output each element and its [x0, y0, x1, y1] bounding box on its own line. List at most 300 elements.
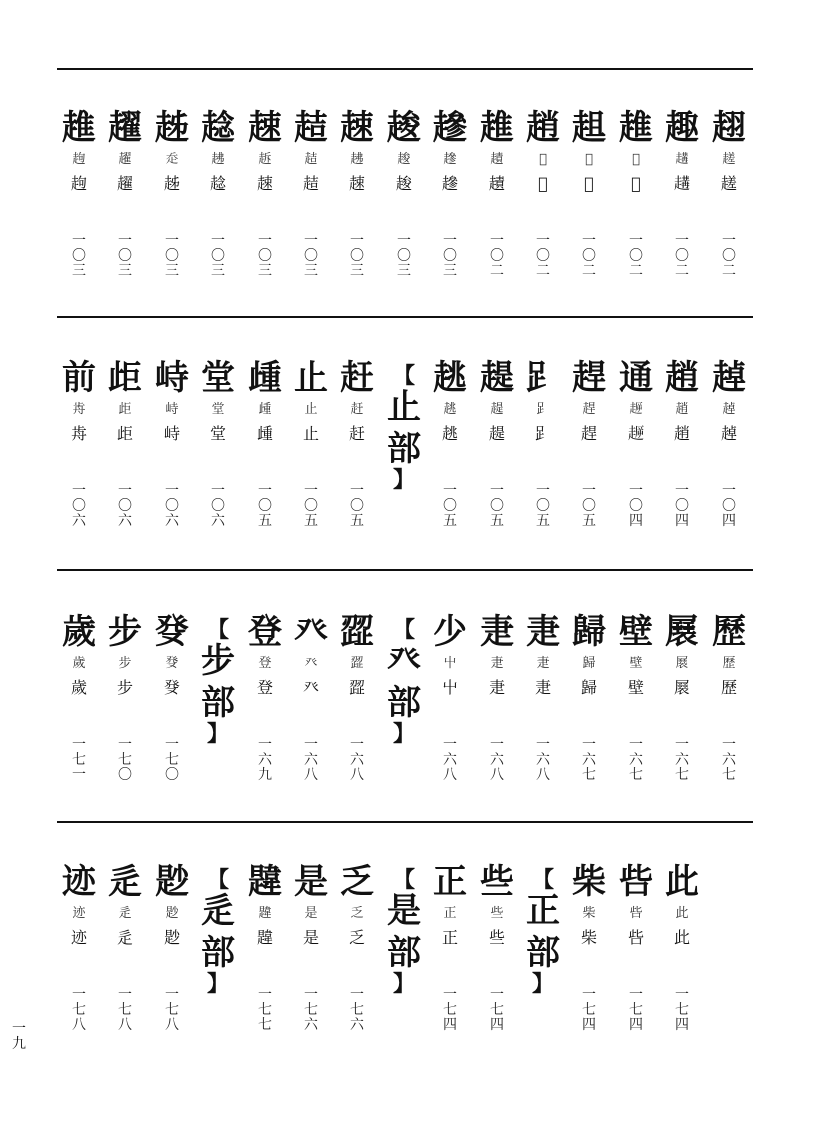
regular-script-form: 柴 — [580, 928, 597, 947]
head-character: 趧 — [480, 358, 514, 398]
seal-script-form: 正 — [443, 906, 457, 921]
radical-label: 部 — [387, 683, 421, 723]
seal-script-form: 趧 — [490, 402, 504, 417]
radical-label: 部 — [201, 683, 235, 723]
seal-script-form: 䞞 — [350, 152, 364, 167]
entry-column — [289, 108, 333, 338]
page-reference: 一 〇 二 — [490, 233, 504, 279]
radical-label: 部 — [201, 933, 235, 973]
bracket-open: 【 — [531, 867, 554, 893]
head-character: 尟 — [155, 862, 189, 902]
entry-column — [289, 358, 333, 588]
seal-script-form: 迹 — [72, 906, 86, 921]
page-reference: 一 〇 三 — [211, 233, 225, 279]
seal-script-form: 屮 — [443, 656, 457, 671]
head-character: 趚 — [248, 108, 282, 148]
bracket-open: 【 — [392, 617, 415, 643]
bracket-close: 】 — [531, 971, 554, 997]
regular-script-form: 趀 — [163, 174, 180, 193]
page-reference: 一 六 七 — [582, 737, 596, 783]
seal-script-form: 乏 — [350, 906, 364, 921]
page-reference: 一 〇 二 — [629, 233, 643, 279]
entry-column — [614, 108, 658, 338]
regular-script-form: 壁 — [627, 678, 644, 697]
head-character: 辵 — [108, 862, 142, 902]
entry-column — [428, 108, 472, 338]
bracket-close: 】 — [392, 721, 415, 747]
head-character: 趣 — [665, 108, 699, 148]
page-reference: 一 七 八 — [118, 987, 132, 1033]
page-reference: 一 六 八 — [443, 737, 457, 783]
head-character: 癹 — [155, 612, 189, 652]
bracket-open: 【 — [206, 617, 229, 643]
head-character: 趚 — [340, 108, 374, 148]
head-character: 正 — [433, 862, 467, 902]
entry-column — [150, 862, 194, 1092]
head-character: 趒 — [433, 358, 467, 398]
regular-script-form: 𧻦 — [538, 174, 548, 193]
radical-char: 是 — [387, 891, 421, 931]
page-reference: 一 六 七 — [722, 737, 736, 783]
seal-script-form: 赶 — [350, 402, 364, 417]
seal-script-form: 䟃 — [443, 152, 457, 167]
head-character: 趡 — [480, 108, 514, 148]
regular-script-form: 趌 — [302, 174, 319, 193]
entry-column — [335, 862, 379, 1092]
entry-column — [707, 612, 751, 842]
entry-column — [660, 862, 704, 1092]
page-reference: 一 七 四 — [582, 987, 596, 1033]
head-character: 通 — [619, 358, 653, 398]
page-reference: 一 〇 六 — [211, 483, 225, 529]
seal-script-form: 韙 — [258, 906, 272, 921]
page-reference: 一 〇 三 — [397, 233, 411, 279]
entry-column — [243, 862, 287, 1092]
page-reference: 一 〇 五 — [490, 483, 504, 529]
page-reference: 一 七 四 — [629, 987, 643, 1033]
head-character: 壁 — [619, 612, 653, 652]
page-reference: 一 〇 三 — [72, 233, 86, 279]
seal-script-form: 㞡 — [675, 656, 689, 671]
head-character: 䞭 — [387, 108, 421, 148]
regular-script-form: 癹 — [163, 678, 180, 697]
head-character: 些 — [480, 862, 514, 902]
page-reference: 一 〇 四 — [629, 483, 643, 529]
page-reference: 一 〇 五 — [582, 483, 596, 529]
regular-script-form: 些 — [488, 928, 505, 947]
regular-script-form: 迹 — [70, 928, 87, 947]
page-reference: 一 〇 六 — [72, 483, 86, 529]
page-reference: 一 七 四 — [490, 987, 504, 1033]
head-character: 登 — [248, 612, 282, 652]
entry-column — [475, 612, 519, 842]
regular-script-form: 呰 — [627, 928, 644, 947]
entry-column — [567, 358, 611, 588]
seal-script-form: 此 — [675, 906, 689, 921]
regular-script-form: 趙 — [673, 424, 690, 443]
entry-column — [103, 612, 147, 842]
band-2 — [57, 358, 753, 588]
head-character: 迹 — [62, 862, 96, 902]
head-character: 歸 — [572, 612, 606, 652]
head-character: 堂 — [201, 358, 235, 398]
entry-column — [614, 358, 658, 588]
seal-script-form: 䞭 — [397, 152, 411, 167]
regular-script-form: 趧 — [488, 424, 505, 443]
head-character: 韙 — [248, 862, 282, 902]
regular-script-form: 趝 — [209, 174, 226, 193]
regular-script-form: 尟 — [163, 928, 180, 947]
head-character: 少 — [433, 612, 467, 652]
seal-script-form: 疌 — [536, 656, 550, 671]
regular-script-form: 登 — [256, 678, 273, 697]
regular-script-form: 䟃 — [441, 174, 458, 193]
page-reference: 一 六 七 — [629, 737, 643, 783]
band-4 — [57, 862, 753, 1092]
entry-column — [567, 108, 611, 338]
seal-script-form: 步 — [118, 656, 132, 671]
band-3 — [57, 612, 753, 842]
radical-header — [382, 867, 426, 997]
regular-script-form: 趚 — [256, 174, 273, 193]
entry-column — [521, 108, 565, 338]
regular-script-form: 趚 — [348, 174, 365, 193]
regular-script-form: 屮 — [441, 678, 458, 697]
head-character: 趌 — [294, 108, 328, 148]
regular-script-form: 趠 — [720, 424, 737, 443]
page-reference: 一 〇 三 — [118, 233, 132, 279]
seal-script-form: 壁 — [629, 656, 643, 671]
seal-script-form: 癶 — [304, 656, 318, 671]
entry-column — [475, 862, 519, 1092]
head-character: 歫 — [108, 358, 142, 398]
page-reference: 一 〇 二 — [675, 233, 689, 279]
seal-script-form: 疌 — [490, 656, 504, 671]
entry-column — [428, 612, 472, 842]
regular-script-form: 𧺈 — [584, 174, 594, 193]
page-reference: 一 〇 四 — [675, 483, 689, 529]
seal-script-form: 歰 — [350, 656, 364, 671]
seal-script-form: 䟀 — [722, 152, 736, 167]
band-1 — [57, 108, 753, 338]
seal-script-form: 呰 — [629, 906, 643, 921]
head-character: 赶 — [340, 358, 374, 398]
seal-script-form: 䞤 — [72, 152, 86, 167]
seal-script-form: 趕 — [582, 402, 596, 417]
entry-column — [614, 612, 658, 842]
head-character: 止 — [294, 358, 328, 398]
head-character: 歱 — [248, 358, 282, 398]
radical-char: 癶 — [387, 641, 421, 681]
entry-column — [103, 108, 147, 338]
entry-column — [57, 108, 101, 338]
seal-script-form: 堂 — [211, 402, 225, 417]
entry-column — [428, 862, 472, 1092]
head-character: 歷 — [712, 612, 746, 652]
head-character: 峙 — [155, 358, 189, 398]
regular-script-form: 疌 — [534, 678, 551, 697]
entry-column — [196, 358, 240, 588]
entry-column — [150, 612, 194, 842]
seal-script-form: 是 — [304, 906, 318, 921]
entry-column — [707, 358, 751, 588]
regular-script-form: 歫 — [116, 424, 133, 443]
head-character: 䟃 — [433, 108, 467, 148]
regular-script-form: 正 — [441, 928, 458, 947]
seal-script-form: 辵 — [118, 906, 132, 921]
entry-column — [567, 862, 611, 1092]
radical-header — [196, 617, 240, 747]
page-reference: 一 〇 三 — [258, 233, 272, 279]
radical-header — [382, 617, 426, 747]
regular-script-form: 乏 — [348, 928, 365, 947]
page-reference: 一 六 八 — [490, 737, 504, 783]
regular-script-form: 歷 — [720, 678, 737, 697]
regular-script-form: 趯 — [116, 174, 133, 193]
seal-script-form: 𧻌 — [632, 152, 640, 167]
radical-label: 部 — [387, 933, 421, 973]
radical-header — [521, 867, 565, 997]
bracket-open: 【 — [392, 867, 415, 893]
bracket-close: 】 — [392, 467, 415, 493]
page-reference: 一 〇 五 — [258, 483, 272, 529]
entry-column — [243, 358, 287, 588]
seal-script-form: 趌 — [304, 152, 318, 167]
seal-script-form: 止 — [304, 402, 318, 417]
entry-column — [243, 108, 287, 338]
entry-column — [103, 862, 147, 1092]
seal-script-form: 峙 — [165, 402, 179, 417]
regular-script-form: 止 — [302, 424, 319, 443]
regular-script-form: 疌 — [488, 678, 505, 697]
head-character: 疌 — [480, 612, 514, 652]
regular-script-form: 歬 — [70, 424, 87, 443]
radical-header — [196, 867, 240, 997]
page-reference: 一 〇 六 — [118, 483, 132, 529]
regular-script-form: 䟀 — [720, 174, 737, 193]
page-reference: 一 〇 六 — [165, 483, 179, 529]
page-reference: 一 〇 五 — [350, 483, 364, 529]
page-reference: 一 〇 三 — [165, 233, 179, 279]
page-reference: 一 〇 五 — [536, 483, 550, 529]
seal-script-form: 𧺆 — [165, 152, 179, 167]
seal-script-form: 趠 — [722, 402, 736, 417]
page-reference: 一 七 〇 — [165, 737, 179, 783]
head-character: 是 — [294, 862, 328, 902]
page-reference: 一 六 九 — [258, 737, 272, 783]
seal-script-form: 癹 — [165, 656, 179, 671]
head-character: 柴 — [572, 862, 606, 902]
entry-column — [567, 612, 611, 842]
radical-label: 部 — [526, 933, 560, 973]
regular-script-form: 是 — [302, 928, 319, 947]
seal-script-form: 𧺈 — [585, 152, 593, 167]
radical-char: 步 — [201, 641, 235, 681]
page-reference: 一 七 六 — [350, 987, 364, 1033]
seal-script-form: 䟄 — [490, 152, 504, 167]
regular-script-form: 辵 — [116, 928, 133, 947]
entry-column — [335, 108, 379, 338]
entry-column — [660, 108, 704, 338]
regular-script-form: 𧾷 — [534, 424, 551, 443]
head-character: 趡 — [619, 108, 653, 148]
regular-script-form: 䞤 — [70, 174, 87, 193]
entry-column — [428, 358, 472, 588]
page-reference: 一 七 七 — [258, 987, 272, 1033]
entry-column — [707, 108, 751, 338]
head-character: 㞡 — [665, 612, 699, 652]
entry-column — [475, 358, 519, 588]
seal-script-form: 歲 — [72, 656, 86, 671]
seal-script-form: 歱 — [258, 402, 272, 417]
page-reference: 一 六 八 — [350, 737, 364, 783]
entry-column — [521, 612, 565, 842]
page-reference: 一 〇 五 — [443, 483, 457, 529]
radical-char: 正 — [526, 891, 560, 931]
bracket-open: 【 — [206, 867, 229, 893]
regular-script-form: 歱 — [256, 424, 273, 443]
head-character: 趡 — [62, 108, 96, 148]
page-reference: 一 〇 三 — [350, 233, 364, 279]
head-character: 歰 — [340, 612, 374, 652]
regular-script-form: 䟄 — [488, 174, 505, 193]
page-reference: 一 〇 三 — [304, 233, 318, 279]
head-character: 趐 — [712, 108, 746, 148]
head-character: 前 — [62, 358, 96, 398]
regular-script-form: 趕 — [580, 424, 597, 443]
bracket-open: 【 — [392, 363, 415, 389]
page-reference: 一 六 八 — [536, 737, 550, 783]
regular-script-form: 堂 — [209, 424, 226, 443]
head-character: 歲 — [62, 612, 96, 652]
page-reference: 一 〇 五 — [304, 483, 318, 529]
head-character: 趙 — [526, 108, 560, 148]
page-reference: 一 〇 三 — [443, 233, 457, 279]
seal-script-form: 歬 — [72, 402, 86, 417]
head-character: 乏 — [340, 862, 374, 902]
seal-script-form: 𧾷 — [536, 402, 550, 417]
head-character: 趕 — [572, 358, 606, 398]
entry-column — [614, 862, 658, 1092]
regular-script-form: 歲 — [70, 678, 87, 697]
regular-script-form: 𧼞 — [627, 424, 644, 443]
entry-column — [196, 108, 240, 338]
radical-label: 部 — [387, 429, 421, 469]
head-character: 趄 — [572, 108, 606, 148]
radical-header — [382, 363, 426, 493]
entry-column — [150, 358, 194, 588]
radical-char: 辵 — [201, 891, 235, 931]
entry-column — [660, 358, 704, 588]
seal-script-form: 柴 — [582, 906, 596, 921]
page-reference: 一 六 八 — [304, 737, 318, 783]
entry-column — [289, 862, 333, 1092]
regular-script-form: 赶 — [348, 424, 365, 443]
page-reference: 一 六 七 — [675, 737, 689, 783]
seal-script-form: 趯 — [118, 152, 132, 167]
regular-script-form: 㞡 — [673, 678, 690, 697]
page-reference: 一 〇 二 — [582, 233, 596, 279]
entry-column — [335, 358, 379, 588]
head-character: 癶 — [294, 612, 328, 652]
page-reference: 一 〇 二 — [536, 233, 550, 279]
page-reference: 一 七 八 — [165, 987, 179, 1033]
page-reference: 一 七 四 — [675, 987, 689, 1033]
entry-column — [57, 612, 101, 842]
regular-script-form: 趒 — [441, 424, 458, 443]
page-reference: 一 七 四 — [443, 987, 457, 1033]
seal-script-form: 尟 — [165, 906, 179, 921]
regular-script-form: 歸 — [580, 678, 597, 697]
seal-script-form: 歷 — [722, 656, 736, 671]
page-number: 一 九 — [12, 1021, 26, 1052]
head-character: 步 — [108, 612, 142, 652]
entry-column — [103, 358, 147, 588]
head-character: 趠 — [712, 358, 746, 398]
bracket-close: 】 — [392, 971, 415, 997]
seal-script-form: 趙 — [675, 402, 689, 417]
regular-script-form: 𧽝 — [673, 174, 690, 193]
seal-script-form: 歸 — [582, 656, 596, 671]
entry-column — [382, 108, 426, 338]
entry-column — [243, 612, 287, 842]
entry-column — [150, 108, 194, 338]
entry-column — [660, 612, 704, 842]
regular-script-form: 䞭 — [395, 174, 412, 193]
radical-char: 止 — [387, 387, 421, 427]
regular-script-form: 步 — [116, 678, 133, 697]
seal-script-form: 𧻦 — [539, 152, 547, 167]
bracket-close: 】 — [206, 721, 229, 747]
seal-script-form: 䞣 — [258, 152, 272, 167]
page-reference: 一 七 一 — [72, 737, 86, 783]
head-character: 趝 — [201, 108, 235, 148]
regular-script-form: 韙 — [256, 928, 273, 947]
entry-column — [521, 358, 565, 588]
head-character: 此 — [665, 862, 699, 902]
page-reference: 一 七 八 — [72, 987, 86, 1033]
head-character: 趯 — [108, 108, 142, 148]
regular-script-form: 𧻌 — [631, 174, 641, 193]
head-character: 呰 — [619, 862, 653, 902]
seal-script-form: 𧽝 — [675, 152, 689, 167]
seal-script-form: 𧼞 — [629, 402, 643, 417]
regular-script-form: 峙 — [163, 424, 180, 443]
head-character: 𧾷 — [526, 358, 560, 398]
head-character: 趙 — [665, 358, 699, 398]
rule-top — [57, 68, 753, 70]
page-reference: 一 〇 二 — [722, 233, 736, 279]
page-reference: 一 〇 四 — [722, 483, 736, 529]
regular-script-form: 歰 — [348, 678, 365, 697]
seal-script-form: 䞞 — [211, 152, 225, 167]
page-reference: 一 七 〇 — [118, 737, 132, 783]
entry-column — [57, 358, 101, 588]
seal-script-form: 些 — [490, 906, 504, 921]
entry-column — [335, 612, 379, 842]
page-reference: 一 七 六 — [304, 987, 318, 1033]
regular-script-form: 此 — [673, 928, 690, 947]
head-character: 疌 — [526, 612, 560, 652]
seal-script-form: 登 — [258, 656, 272, 671]
regular-script-form: 癶 — [302, 678, 319, 697]
seal-script-form: 歫 — [118, 402, 132, 417]
entry-column — [289, 612, 333, 842]
head-character: 趀 — [155, 108, 189, 148]
bracket-close: 】 — [206, 971, 229, 997]
entry-column — [475, 108, 519, 338]
entry-column — [57, 862, 101, 1092]
